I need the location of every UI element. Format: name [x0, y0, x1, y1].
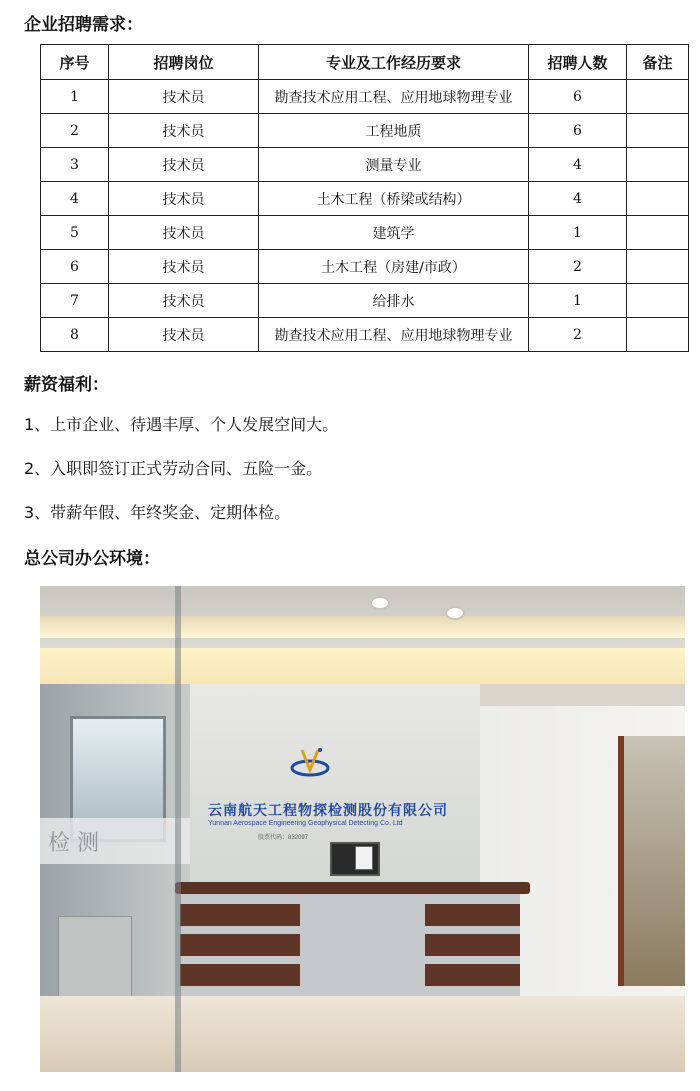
cell-count: 2: [529, 250, 627, 284]
glass-band: [40, 818, 190, 864]
header-requirements: 专业及工作经历要求: [259, 45, 529, 80]
counter-wood-panel: [425, 904, 520, 926]
cell-post: 技术员: [109, 182, 259, 216]
ceiling-light-icon: [370, 596, 390, 610]
benefits-section-title: 薪资福利：: [24, 375, 109, 395]
cell-no: 2: [41, 114, 109, 148]
cell-no: 7: [41, 284, 109, 318]
counter-wood-panel: [180, 934, 300, 956]
cell-requirements: 测量专业: [259, 148, 529, 182]
light-bar: [40, 648, 685, 684]
cell-note: [627, 250, 689, 284]
cell-note: [627, 148, 689, 182]
cell-count: 1: [529, 284, 627, 318]
counter-wood-panel: [180, 964, 300, 986]
cell-count: 4: [529, 148, 627, 182]
cell-post: 技术员: [109, 148, 259, 182]
cell-post: 技术员: [109, 250, 259, 284]
doorway: [618, 736, 685, 986]
ceiling-strip: [40, 616, 685, 638]
table-body: [41, 80, 689, 352]
recruit-section-title: 企业招聘需求：: [24, 15, 143, 35]
table-row: [41, 80, 689, 114]
table-header-row: [41, 45, 689, 80]
cell-count: 6: [529, 80, 627, 114]
cell-no: 5: [41, 216, 109, 250]
cell-no: 6: [41, 250, 109, 284]
table-row: [41, 318, 689, 352]
header-post: 招聘岗位: [109, 45, 259, 80]
counter-wood-panel: [180, 904, 300, 926]
cabinet: [58, 916, 132, 1004]
table-row: [41, 114, 689, 148]
cell-post: 技术员: [109, 216, 259, 250]
header-no: 序号: [41, 45, 109, 80]
cell-post: 技术员: [109, 80, 259, 114]
table-row: [41, 250, 689, 284]
company-name-en: Yunnan Aerospace Engineering Geophysical Detecting Co. Ltd: [208, 820, 403, 827]
office-section-title: 总公司办公环境：: [24, 549, 160, 569]
floor: [40, 996, 685, 1072]
cell-note: [627, 182, 689, 216]
cell-no: 3: [41, 148, 109, 182]
cell-requirements: 土木工程（桥梁或结构）: [259, 182, 529, 216]
qr-code-icon: [355, 846, 373, 870]
glass-text: 检 测: [48, 831, 99, 856]
counter-wood-panel: [425, 964, 520, 986]
benefit-item: 2、入职即签订正式劳动合同、五险一金。: [24, 459, 323, 478]
table-row: [41, 216, 689, 250]
cell-no: 8: [41, 318, 109, 352]
reception-counter-top: [175, 882, 530, 894]
table-row: [41, 182, 689, 216]
cell-requirements: 给排水: [259, 284, 529, 318]
cell-note: [627, 216, 689, 250]
cell-count: 1: [529, 216, 627, 250]
cell-requirements: 土木工程（房建/市政）: [259, 250, 529, 284]
cell-requirements: 工程地质: [259, 114, 529, 148]
cell-count: 2: [529, 318, 627, 352]
cell-note: [627, 114, 689, 148]
company-logo-icon: [290, 746, 330, 778]
table-row: [41, 148, 689, 182]
cell-post: 技术员: [109, 284, 259, 318]
cell-count: 4: [529, 182, 627, 216]
counter-wood-panel: [425, 934, 520, 956]
cell-note: [627, 318, 689, 352]
benefit-item: 3、带薪年假、年终奖金、定期体检。: [24, 503, 291, 522]
header-note: 备注: [627, 45, 689, 80]
ceiling-light-icon: [445, 606, 465, 620]
recruitment-table: [40, 44, 689, 352]
cell-post: 技术员: [109, 318, 259, 352]
benefit-item: 1、上市企业、待遇丰厚、个人发展空间大。: [24, 415, 339, 434]
cell-no: 1: [41, 80, 109, 114]
cell-no: 4: [41, 182, 109, 216]
cell-post: 技术员: [109, 114, 259, 148]
cell-count: 6: [529, 114, 627, 148]
table-row: [41, 284, 689, 318]
glass-pillar: [175, 586, 181, 1072]
cell-requirements: 建筑学: [259, 216, 529, 250]
cell-note: [627, 80, 689, 114]
company-name-cn: 云南航天工程物探检测股份有限公司: [208, 803, 448, 819]
cell-requirements: 勘查技术应用工程、应用地球物理专业: [259, 80, 529, 114]
cell-note: [627, 284, 689, 318]
header-count: 招聘人数: [529, 45, 627, 80]
cell-requirements: 勘查技术应用工程、应用地球物理专业: [259, 318, 529, 352]
stock-code: 股票代码：832097: [258, 835, 309, 841]
office-photo: [40, 586, 685, 1072]
